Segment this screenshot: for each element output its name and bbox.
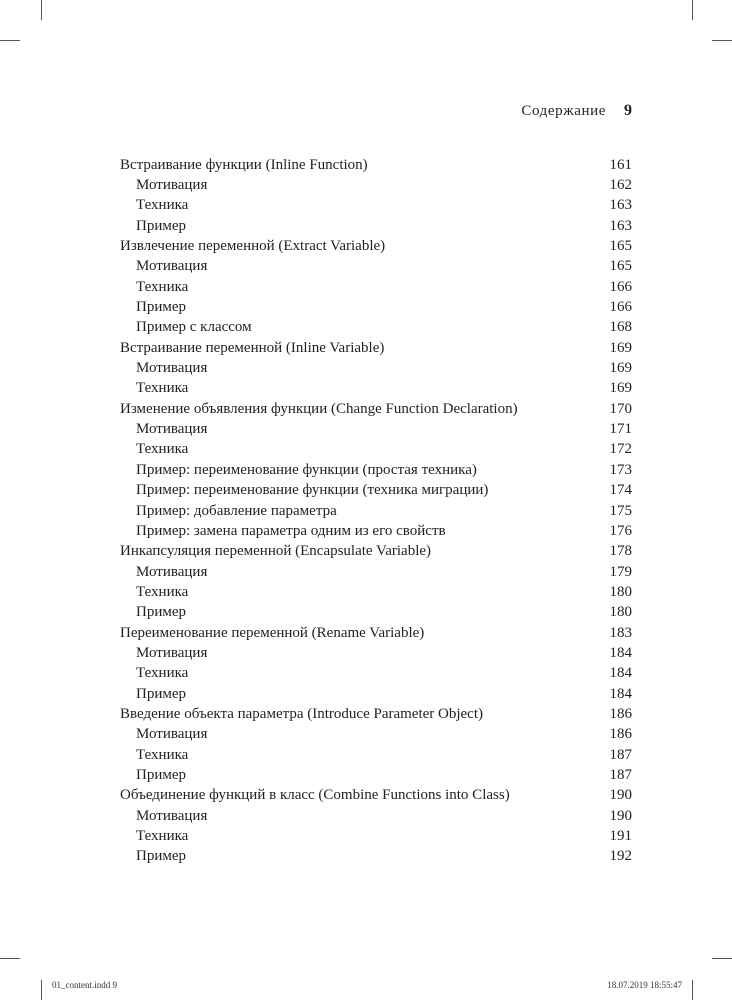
toc-entry-label: Изменение объявления функции (Change Function Declaration) — [120, 400, 518, 417]
toc-entry-label: Мотивация — [136, 421, 208, 438]
crop-mark — [41, 980, 42, 1000]
toc-entry-page: 171 — [609, 421, 632, 438]
toc-subentry — [120, 684, 632, 704]
running-header — [521, 102, 632, 120]
toc-subentry — [120, 440, 632, 460]
toc-entry-page: 180 — [609, 583, 632, 600]
toc-subentry — [120, 175, 632, 195]
toc-subentry — [120, 562, 632, 582]
toc-entry-label: Встраивание функции (Inline Function) — [120, 156, 368, 173]
toc-entry-page: 161 — [609, 156, 632, 173]
toc-entry-page: 165 — [609, 258, 632, 275]
toc-subentry — [120, 318, 632, 338]
toc-entry-label: Извлечение переменной (Extract Variable) — [120, 238, 386, 255]
toc-entry-page: 176 — [609, 522, 632, 539]
toc-entry-label: Мотивация — [136, 360, 208, 377]
toc-entry-label: Мотивация — [136, 807, 208, 824]
toc-entry-label: Пример — [136, 217, 187, 234]
crop-mark — [692, 980, 693, 1000]
toc-entry-label: Пример — [136, 766, 187, 783]
table-of-contents — [120, 155, 632, 867]
toc-entry-page: 173 — [609, 461, 632, 478]
toc-subentry — [120, 481, 632, 501]
crop-mark — [692, 0, 693, 20]
toc-entry-label: Техника — [136, 380, 189, 397]
toc-entry-page: 169 — [609, 339, 632, 356]
toc-subentry — [120, 358, 632, 378]
toc-entry-label: Пример — [136, 848, 187, 865]
toc-entry-page: 166 — [609, 278, 632, 295]
toc-entry-label: Пример: переименование функции (простая техника) — [136, 461, 477, 478]
toc-entry-page: 180 — [609, 604, 632, 621]
toc-entry-label: Мотивация — [136, 258, 208, 275]
toc-entry-page: 169 — [609, 360, 632, 377]
toc-entry-page: 178 — [609, 543, 632, 560]
toc-entry-page: 163 — [609, 197, 632, 214]
toc-entry-page: 186 — [609, 726, 632, 743]
toc-entry-label: Инкапсуляция переменной (Encapsulate Variable) — [120, 543, 432, 560]
toc-entry-label: Техника — [136, 278, 189, 295]
toc-entry-label: Мотивация — [136, 177, 208, 194]
toc-subentry — [120, 419, 632, 439]
toc-entry-page: 170 — [609, 400, 632, 417]
toc-subentry — [120, 297, 632, 317]
toc-subentry — [120, 643, 632, 663]
toc-entry-page: 165 — [609, 238, 632, 255]
toc-entry-label: Техника — [136, 746, 189, 763]
toc-entry-page: 190 — [609, 807, 632, 824]
toc-subentry — [120, 765, 632, 785]
toc-entry-page: 191 — [609, 828, 632, 845]
toc-subentry — [120, 847, 632, 867]
toc-entry — [120, 236, 632, 256]
toc-subentry — [120, 826, 632, 846]
toc-entry-page: 187 — [609, 746, 632, 763]
running-header-title: Содержание — [521, 103, 606, 119]
toc-entry-page: 192 — [609, 848, 632, 865]
toc-subentry — [120, 725, 632, 745]
toc-entry-label: Пример: замена параметра одним из его свойств — [136, 522, 446, 539]
page-number: 9 — [624, 102, 632, 119]
toc-entry-page: 179 — [609, 563, 632, 580]
toc-entry-page: 169 — [609, 380, 632, 397]
toc-subentry — [120, 603, 632, 623]
toc-subentry — [120, 379, 632, 399]
toc-entry-label: Введение объекта параметра (Introduce Parameter Object) — [120, 705, 484, 722]
crop-mark — [0, 40, 20, 41]
toc-entry — [120, 338, 632, 358]
toc-entry-page: 163 — [609, 217, 632, 234]
toc-entry-label: Объединение функций в класс (Combine Functions into Class) — [120, 787, 510, 804]
toc-entry-label: Пример с классом — [136, 319, 252, 336]
toc-entry-label: Техника — [136, 197, 189, 214]
toc-entry-label: Пример — [136, 604, 187, 621]
toc-subentry — [120, 501, 632, 521]
toc-subentry — [120, 806, 632, 826]
toc-subentry — [120, 257, 632, 277]
toc-entry — [120, 704, 632, 724]
toc-subentry — [120, 216, 632, 236]
toc-subentry — [120, 196, 632, 216]
toc-entry-page: 190 — [609, 787, 632, 804]
toc-subentry — [120, 664, 632, 684]
toc-entry-label: Мотивация — [136, 726, 208, 743]
crop-mark — [41, 0, 42, 20]
toc-entry-label: Пример: добавление параметра — [136, 502, 337, 519]
toc-entry-label: Пример — [136, 685, 187, 702]
toc-entry-label: Мотивация — [136, 644, 208, 661]
toc-subentry — [120, 582, 632, 602]
toc-entry-label: Пример: переименование функции (техника миграции) — [136, 482, 489, 499]
toc-entry — [120, 155, 632, 175]
toc-entry-page: 175 — [609, 502, 632, 519]
toc-subentry — [120, 460, 632, 480]
toc-entry-page: 183 — [609, 624, 632, 641]
toc-entry — [120, 623, 632, 643]
toc-entry-label: Переименование переменной (Rename Variable) — [120, 624, 425, 641]
toc-entry-page: 184 — [609, 665, 632, 682]
footer-file: 01_content.indd 9 — [52, 980, 117, 990]
toc-entry — [120, 786, 632, 806]
toc-entry-label: Встраивание переменной (Inline Variable) — [120, 339, 385, 356]
toc-entry-page: 174 — [609, 482, 632, 499]
toc-entry — [120, 542, 632, 562]
toc-entry-page: 172 — [609, 441, 632, 458]
toc-entry-label: Техника — [136, 665, 189, 682]
toc-entry-page: 168 — [609, 319, 632, 336]
toc-entry-page: 162 — [609, 177, 632, 194]
footer-timestamp: 18.07.2019 18:55:47 — [607, 980, 682, 990]
toc-entry-page: 186 — [609, 705, 632, 722]
toc-entry-page: 187 — [609, 766, 632, 783]
toc-entry-label: Техника — [136, 441, 189, 458]
toc-entry — [120, 399, 632, 419]
crop-mark — [712, 958, 732, 959]
toc-entry-label: Техника — [136, 828, 189, 845]
toc-subentry — [120, 745, 632, 765]
crop-mark — [712, 40, 732, 41]
toc-subentry — [120, 521, 632, 541]
toc-entry-page: 166 — [609, 299, 632, 316]
toc-entry-label: Техника — [136, 583, 189, 600]
toc-entry-page: 184 — [609, 685, 632, 702]
toc-entry-label: Мотивация — [136, 563, 208, 580]
toc-entry-page: 184 — [609, 644, 632, 661]
toc-entry-label: Пример — [136, 299, 187, 316]
toc-subentry — [120, 277, 632, 297]
crop-mark — [0, 958, 20, 959]
